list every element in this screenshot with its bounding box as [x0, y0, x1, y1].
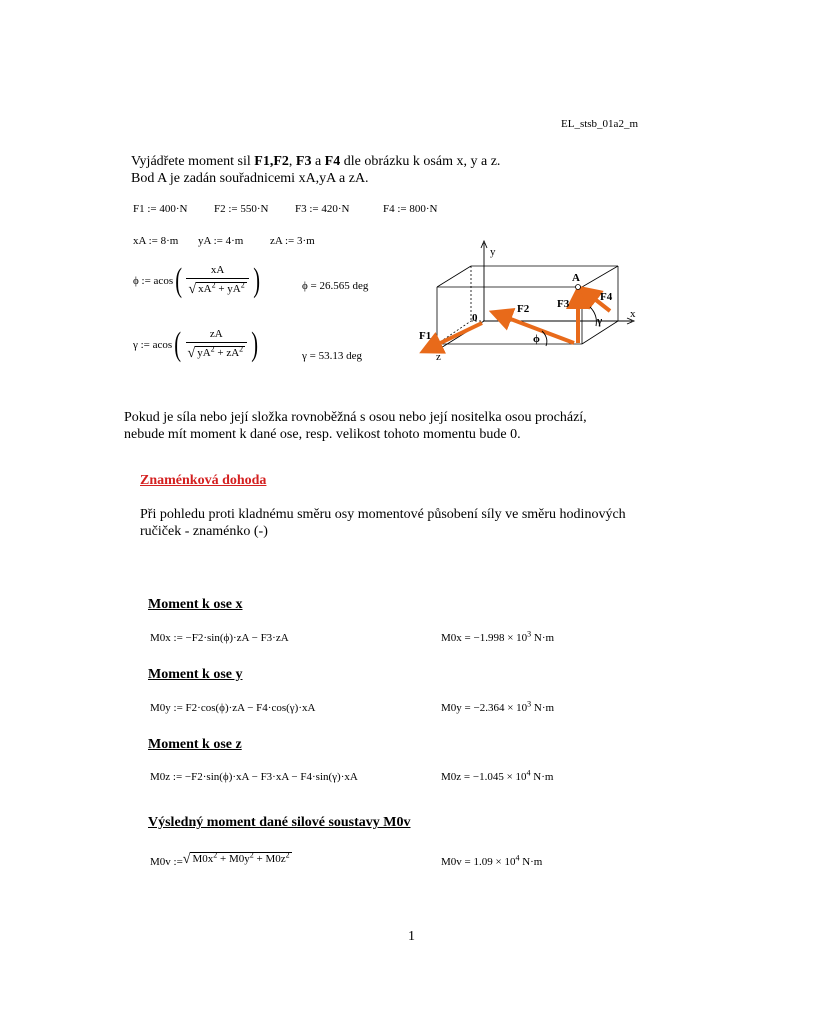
- phi-formula: [133, 264, 262, 298]
- label-f3: F3: [557, 298, 570, 310]
- intro-f2: F2: [273, 154, 289, 169]
- label-gamma: γ: [597, 315, 603, 327]
- radical-sign: √: [188, 282, 197, 297]
- label-x: x: [630, 308, 636, 320]
- right-paren: ): [251, 326, 259, 363]
- moment-y-heading: Moment k ose y: [148, 667, 243, 682]
- phi-denominator: [186, 278, 248, 298]
- resultant-formula: [150, 852, 292, 868]
- given-f1: F1 := 400·N: [133, 203, 188, 215]
- intro-f1: F1: [254, 154, 270, 169]
- gamma-fraction: [186, 328, 248, 362]
- intro-text-pre: Vyjádřete moment sil: [131, 154, 255, 169]
- gamma-denominator: [186, 342, 248, 362]
- intro-f4: F4: [324, 154, 341, 169]
- intro-comma-2: ,: [288, 154, 296, 169]
- phi-fraction: [186, 264, 248, 298]
- resultant-result: $M0v = 1.09 \times 10^4$ N·m: [441, 853, 543, 868]
- resultant-sqrt: [183, 852, 292, 868]
- gamma-radicand: $yA^2 + zA^2$: [195, 346, 245, 362]
- given-za: zA := 3·m: [270, 235, 315, 247]
- phi-lhs: ϕ := acos: [133, 275, 174, 287]
- intro-and: a: [311, 154, 325, 169]
- given-f3: F3 := 420·N: [295, 203, 350, 215]
- gamma-numerator: zA: [209, 328, 223, 340]
- note-line-2: nebude mít moment k dané ose, resp. velikost tohoto momentu bude 0.: [124, 427, 521, 442]
- moment-z-result: $M0z = -1.045 \times 10^4$ N·m: [441, 768, 554, 783]
- right-paren: ): [253, 262, 260, 299]
- label-a: A: [572, 272, 580, 284]
- moment-x-formula: M0x := −F2·sin(ϕ)·zA − F3·zA: [150, 632, 289, 644]
- gamma-sqrt: [188, 346, 246, 362]
- sign-line-1: Při pohledu proti kladnému směru osy momentové působení síly ve směru hodinových: [140, 507, 626, 522]
- label-f2: F2: [517, 303, 530, 315]
- resultant-radicand: $M0x^2 + M0y^2 + M0z^2$: [190, 852, 291, 868]
- phi-result: ϕ = 26.565 deg: [302, 280, 369, 292]
- label-phi: ϕ: [533, 333, 540, 345]
- gamma-lhs: γ := acos: [133, 339, 173, 351]
- resultant-heading: Výsledný moment dané silové soustavy M0v: [148, 815, 411, 830]
- moment-x-heading: Moment k ose x: [148, 597, 243, 612]
- note-line-1: Pokud je síla nebo její složka rovnoběžná s osou nebo její nositelka osou prochází,: [124, 410, 587, 425]
- gamma-result: γ = 53.13 deg: [302, 350, 362, 362]
- document-id: EL_stsb_01a2_m: [561, 118, 638, 130]
- phi-sqrt: [188, 282, 246, 298]
- moment-x-result: $M0x = -1.998 \times 10^3$ N·m: [441, 629, 555, 644]
- intro-comma-1: ,: [269, 154, 274, 169]
- intro-line-1: [131, 153, 500, 170]
- gamma-formula: [133, 328, 261, 362]
- radical-sign: √: [182, 852, 191, 867]
- moment-y-result: $M0y = -2.364 \times 10^3$ N·m: [441, 699, 555, 714]
- page-number: 1: [408, 929, 415, 944]
- moment-y-formula: M0y := F2·cos(ϕ)·zA − F4·cos(γ)·xA: [150, 702, 316, 714]
- radical-sign: √: [187, 346, 196, 361]
- given-ya: yA := 4·m: [198, 235, 244, 247]
- label-f1: F1: [419, 330, 432, 342]
- intro-line-2: Bod A je zadán souřadnicemi xA,yA a zA.: [131, 171, 369, 186]
- sign-convention-heading: Znaménková dohoda: [140, 473, 267, 488]
- moment-z-heading: Moment k ose z: [148, 737, 242, 752]
- intro-f3: F3: [295, 154, 312, 169]
- label-y: y: [490, 246, 496, 258]
- given-xa: xA := 8·m: [133, 235, 179, 247]
- force-arrows: [430, 293, 610, 348]
- point-a-marker: [576, 285, 581, 290]
- moment-z-formula: M0z := −F2·sin(ϕ)·xA − F3·xA − F4·sin(γ)·xA: [150, 771, 358, 783]
- resultant-lhs: M0v :=: [150, 856, 183, 868]
- intro-text-post: dle obrázku k osám x, y a z.: [340, 154, 501, 169]
- force-diagram: [400, 235, 650, 370]
- phi-numerator: xA: [210, 264, 225, 276]
- left-paren: (: [175, 262, 183, 299]
- sign-line-2: ručiček - znaménko (-): [140, 524, 268, 539]
- label-origin: 0: [472, 312, 478, 324]
- left-paren: (: [174, 326, 182, 363]
- given-f4: F4 := 800·N: [383, 203, 438, 215]
- given-f2: F2 := 550·N: [214, 203, 269, 215]
- label-f4: F4: [600, 291, 613, 303]
- phi-radicand: $xA^2 + yA^2$: [196, 282, 247, 298]
- label-z: z: [436, 351, 441, 363]
